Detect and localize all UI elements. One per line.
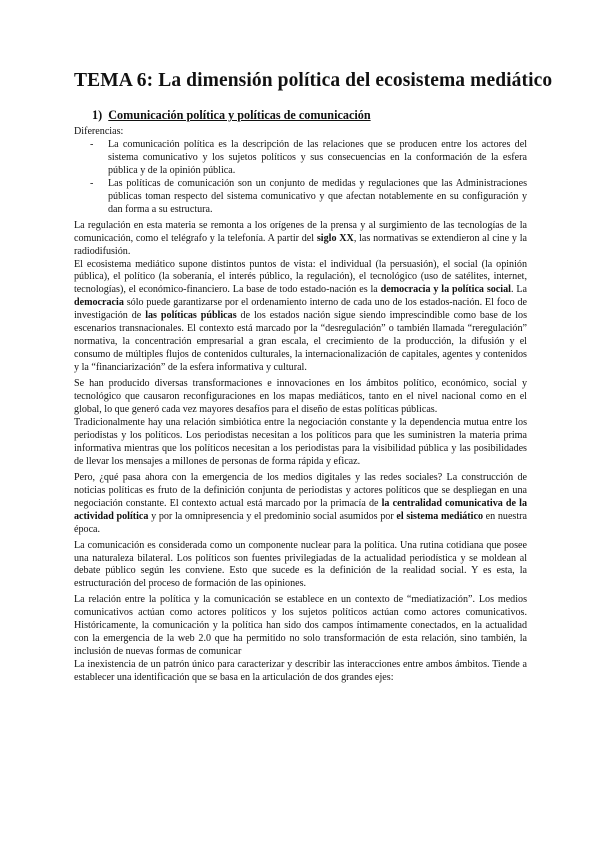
list-item: - La comunicación política es la descripción de las relaciones que se producen entre los actores del sistema comunicativo y los sujetos políticos y sus consecuencias en la conformación de la esfera pública y de la opinión pública. <box>90 138 527 176</box>
paragraph-axes: La inexistencia de un patrón único para caracterizar y describir las interacciones entre ambos ámbitos. Tiende a establecer una identificación que se basa en la articulación de dos grandes ejes: <box>74 659 527 684</box>
section-title: Comunicación política y políticas de comunicación <box>108 108 371 122</box>
paragraph-digital-media: Pero, ¿qué pasa ahora con la emergencia de los medios digitales y las redes sociales? La construcción de noticias políticas es fruto de la definición conjunta de periodistas y actores políticos que se despliegan en una negociación constante. El contexto actual está marcado por la primacía de la centralidad comunicativa de la actividad política y por la omnipresencia y el predominio social asumidos por el sistema mediático en nuestra época. <box>74 471 527 535</box>
paragraph-communication-nuclear: La comunicación es considerada como un componente nuclear para la política. Una rutina cotidiana que posee una naturaleza bilateral. Los políticos son fuentes privilegiadas de la actualidad periodística y se moldean al debate público según les conviene. Esto que sucede es la definición de la realidad social. Y es esta, la estructuración del proceso de formación de las opiniones. <box>74 539 527 590</box>
document-body <box>74 126 527 688</box>
list-item: - Las políticas de comunicación son un conjunto de medidas y regulaciones que las Administraciones públicas toman respecto del sistema comunicativo y que afectan notablemente en su configuración y dan forma a su estructura. <box>90 177 527 215</box>
paragraph-regulation: La regulación en esta materia se remonta a los orígenes de la prensa y al surgimiento de las tecnologías de la comunicación, como el telégrafo y la telefonía. A partir del siglo XX, las normativas se extendieron al cine y la radiodifusión. <box>74 219 527 257</box>
differences-list <box>74 139 527 217</box>
paragraph-mediatization: La relación entre la política y la comunicación se establece en un contexto de “mediatización”. Los medios comunicativos actúan como actores políticos y los sujetos políticos actúan como actores comunicativos. Históricamente, la comunicación y la política han sido dos campos íntimamente conectados, en la actualidad con la emergencia de la web 2.0 que ha permitido no solo transformación de esta relación, sino también, la inclusión de nuevas formas de comunicar <box>74 594 527 658</box>
paragraph-transformations: Se han producido diversas transformaciones e innovaciones en los ámbitos político, económico, social y tecnológico que causaron reconfiguraciones en los mapas mediáticos, tanto en el nivel nacional como en el global, lo que generó cada vez mayores desafíos para el diseño de estas políticas públicas. <box>74 378 527 416</box>
paragraph-ecosystem: El ecosistema mediático supone distintos puntos de vista: el individual (la persuasión), el social (la opinión pública), el político (la soberanía, el interés público, la regulación), el tecnológico (uso de satélites, internet, tecnologías), el económico-financiero. La base de todo estado-nación es la democracia y la política social. La democracia sólo puede garantizarse por el ordenamiento interno de cada uno de los estados-nación. El foco de investigación de las políticas públicas de los estados nación sigue siendo imprescindible como base de los escenarios transnacionales. El contexto está marcado por la “desregulación” o también llamada “reregulación” normativa, la concentración empresarial a gran escala, el crecimiento de la producción, la difusión y el consumo de múltiples flujos de contenidos culturales, la internacionalización de capitales, agentes y contenidos y la “financiarización” de la esfera informativa y cultural. <box>74 258 527 374</box>
paragraph-symbiotic: Tradicionalmente hay una relación simbiótica entre la negociación constante y la dependencia mutua entre los periodistas y los políticos. Los periodistas necesitan a los políticos para que les suministren la materia prima informativa mientras que los políticos necesitan a los periodistas para la visibilidad pública y las posibilidades de llevar los mensajes a millones de personas de forma rápida y eficaz. <box>74 416 527 467</box>
section-number: 1) <box>92 108 103 122</box>
page-title: TEMA 6: La dimensión política del ecosistema mediático <box>74 70 553 91</box>
section-heading <box>92 108 371 123</box>
differences-label: Diferencias: <box>74 126 124 137</box>
